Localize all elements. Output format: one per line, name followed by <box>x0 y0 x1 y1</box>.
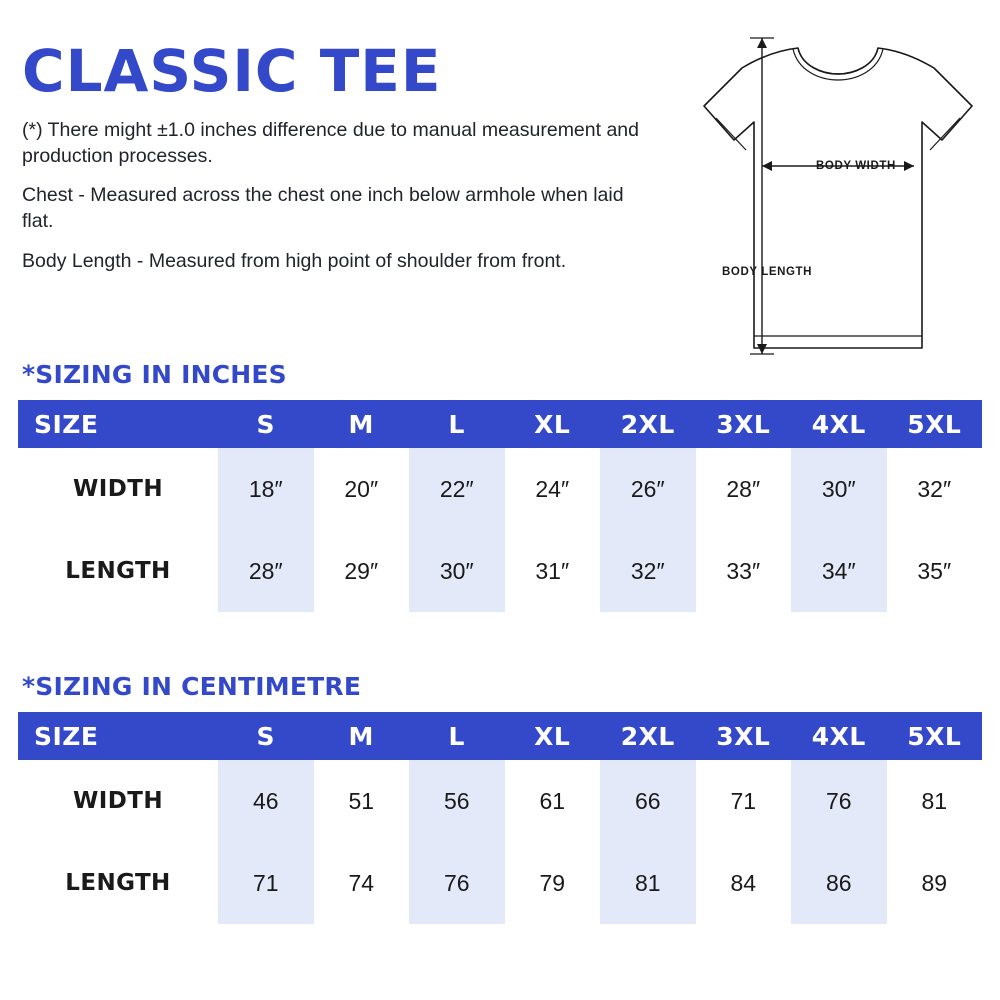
section-heading-centimetre: *SIZING IN CENTIMETRE <box>22 672 362 701</box>
cell-width-5xl: 32″ <box>887 448 983 530</box>
cell-width-4xl: 30″ <box>791 448 887 530</box>
header <box>22 37 662 275</box>
measurement-note-chest: Chest - Measured across the chest one inch below armhole when laid flat. <box>22 184 624 233</box>
cell-width-4xl-cm: 76 <box>791 760 887 842</box>
column-header-4xl: 4XL <box>791 400 887 448</box>
cell-length-2xl-cm: 81 <box>600 842 696 924</box>
table-row <box>18 530 982 612</box>
column-header-3xl-cm: 3XL <box>696 712 792 760</box>
column-header-xl: XL <box>505 400 601 448</box>
cell-width-l-cm: 56 <box>409 760 505 842</box>
cell-length-4xl: 34″ <box>791 530 887 612</box>
column-header-size: SIZE <box>18 400 218 448</box>
cell-width-3xl: 28″ <box>696 448 792 530</box>
cell-width-l: 22″ <box>409 448 505 530</box>
diagram-body-width-label: BODY WIDTH <box>816 160 896 172</box>
table-row <box>18 842 982 924</box>
cell-length-4xl-cm: 86 <box>791 842 887 924</box>
column-header-l: L <box>409 400 505 448</box>
column-header-4xl-cm: 4XL <box>791 712 887 760</box>
column-header-xl-cm: XL <box>505 712 601 760</box>
column-header-m-cm: M <box>314 712 410 760</box>
measurement-note-disclaimer: (*) There might ±1.0 inches difference due to manual measurement and production processes. <box>22 119 639 167</box>
cell-length-s-cm: 71 <box>218 842 314 924</box>
cell-length-s: 28″ <box>218 530 314 612</box>
section-heading-inches: *SIZING IN INCHES <box>22 360 287 389</box>
column-header-3xl: 3XL <box>696 400 792 448</box>
size-table-centimetre <box>18 712 982 924</box>
cell-width-xl-cm: 61 <box>505 760 601 842</box>
cell-width-2xl-cm: 66 <box>600 760 696 842</box>
cell-length-2xl: 32″ <box>600 530 696 612</box>
cell-length-l-cm: 76 <box>409 842 505 924</box>
table-header-row <box>18 400 982 448</box>
row-label-length-cm: LENGTH <box>18 842 218 924</box>
cell-width-5xl-cm: 81 <box>887 760 983 842</box>
row-label-length: LENGTH <box>18 530 218 612</box>
row-label-width: WIDTH <box>18 448 218 530</box>
table-row <box>18 448 982 530</box>
cell-length-xl: 31″ <box>505 530 601 612</box>
cell-length-xl-cm: 79 <box>505 842 601 924</box>
cell-length-m: 29″ <box>314 530 410 612</box>
cell-width-xl: 24″ <box>505 448 601 530</box>
tshirt-diagram <box>612 18 992 376</box>
cell-length-l: 30″ <box>409 530 505 612</box>
cell-length-m-cm: 74 <box>314 842 410 924</box>
column-header-2xl: 2XL <box>600 400 696 448</box>
column-header-l-cm: L <box>409 712 505 760</box>
column-header-m: M <box>314 400 410 448</box>
tshirt-illustration-icon <box>612 18 992 376</box>
row-label-width-cm: WIDTH <box>18 760 218 842</box>
page-title: CLASSIC TEE <box>22 37 442 105</box>
column-header-5xl-cm: 5XL <box>887 712 983 760</box>
diagram-body-length-label: BODY LENGTH <box>722 266 813 278</box>
cell-length-3xl-cm: 84 <box>696 842 792 924</box>
column-header-s-cm: S <box>218 712 314 760</box>
size-table-inches <box>18 400 982 612</box>
column-header-s: S <box>218 400 314 448</box>
measurement-note-body-length: Body Length - Measured from high point of shoulder from front. <box>22 249 567 272</box>
cell-length-5xl-cm: 89 <box>887 842 983 924</box>
cell-width-2xl: 26″ <box>600 448 696 530</box>
cell-width-m: 20″ <box>314 448 410 530</box>
column-header-size-cm: SIZE <box>18 712 218 760</box>
cell-length-5xl: 35″ <box>887 530 983 612</box>
column-header-2xl-cm: 2XL <box>600 712 696 760</box>
cell-width-3xl-cm: 71 <box>696 760 792 842</box>
cell-width-m-cm: 51 <box>314 760 410 842</box>
table-row <box>18 760 982 842</box>
cell-width-s: 18″ <box>218 448 314 530</box>
table-header-row <box>18 712 982 760</box>
cell-length-3xl: 33″ <box>696 530 792 612</box>
cell-width-s-cm: 46 <box>218 760 314 842</box>
column-header-5xl: 5XL <box>887 400 983 448</box>
